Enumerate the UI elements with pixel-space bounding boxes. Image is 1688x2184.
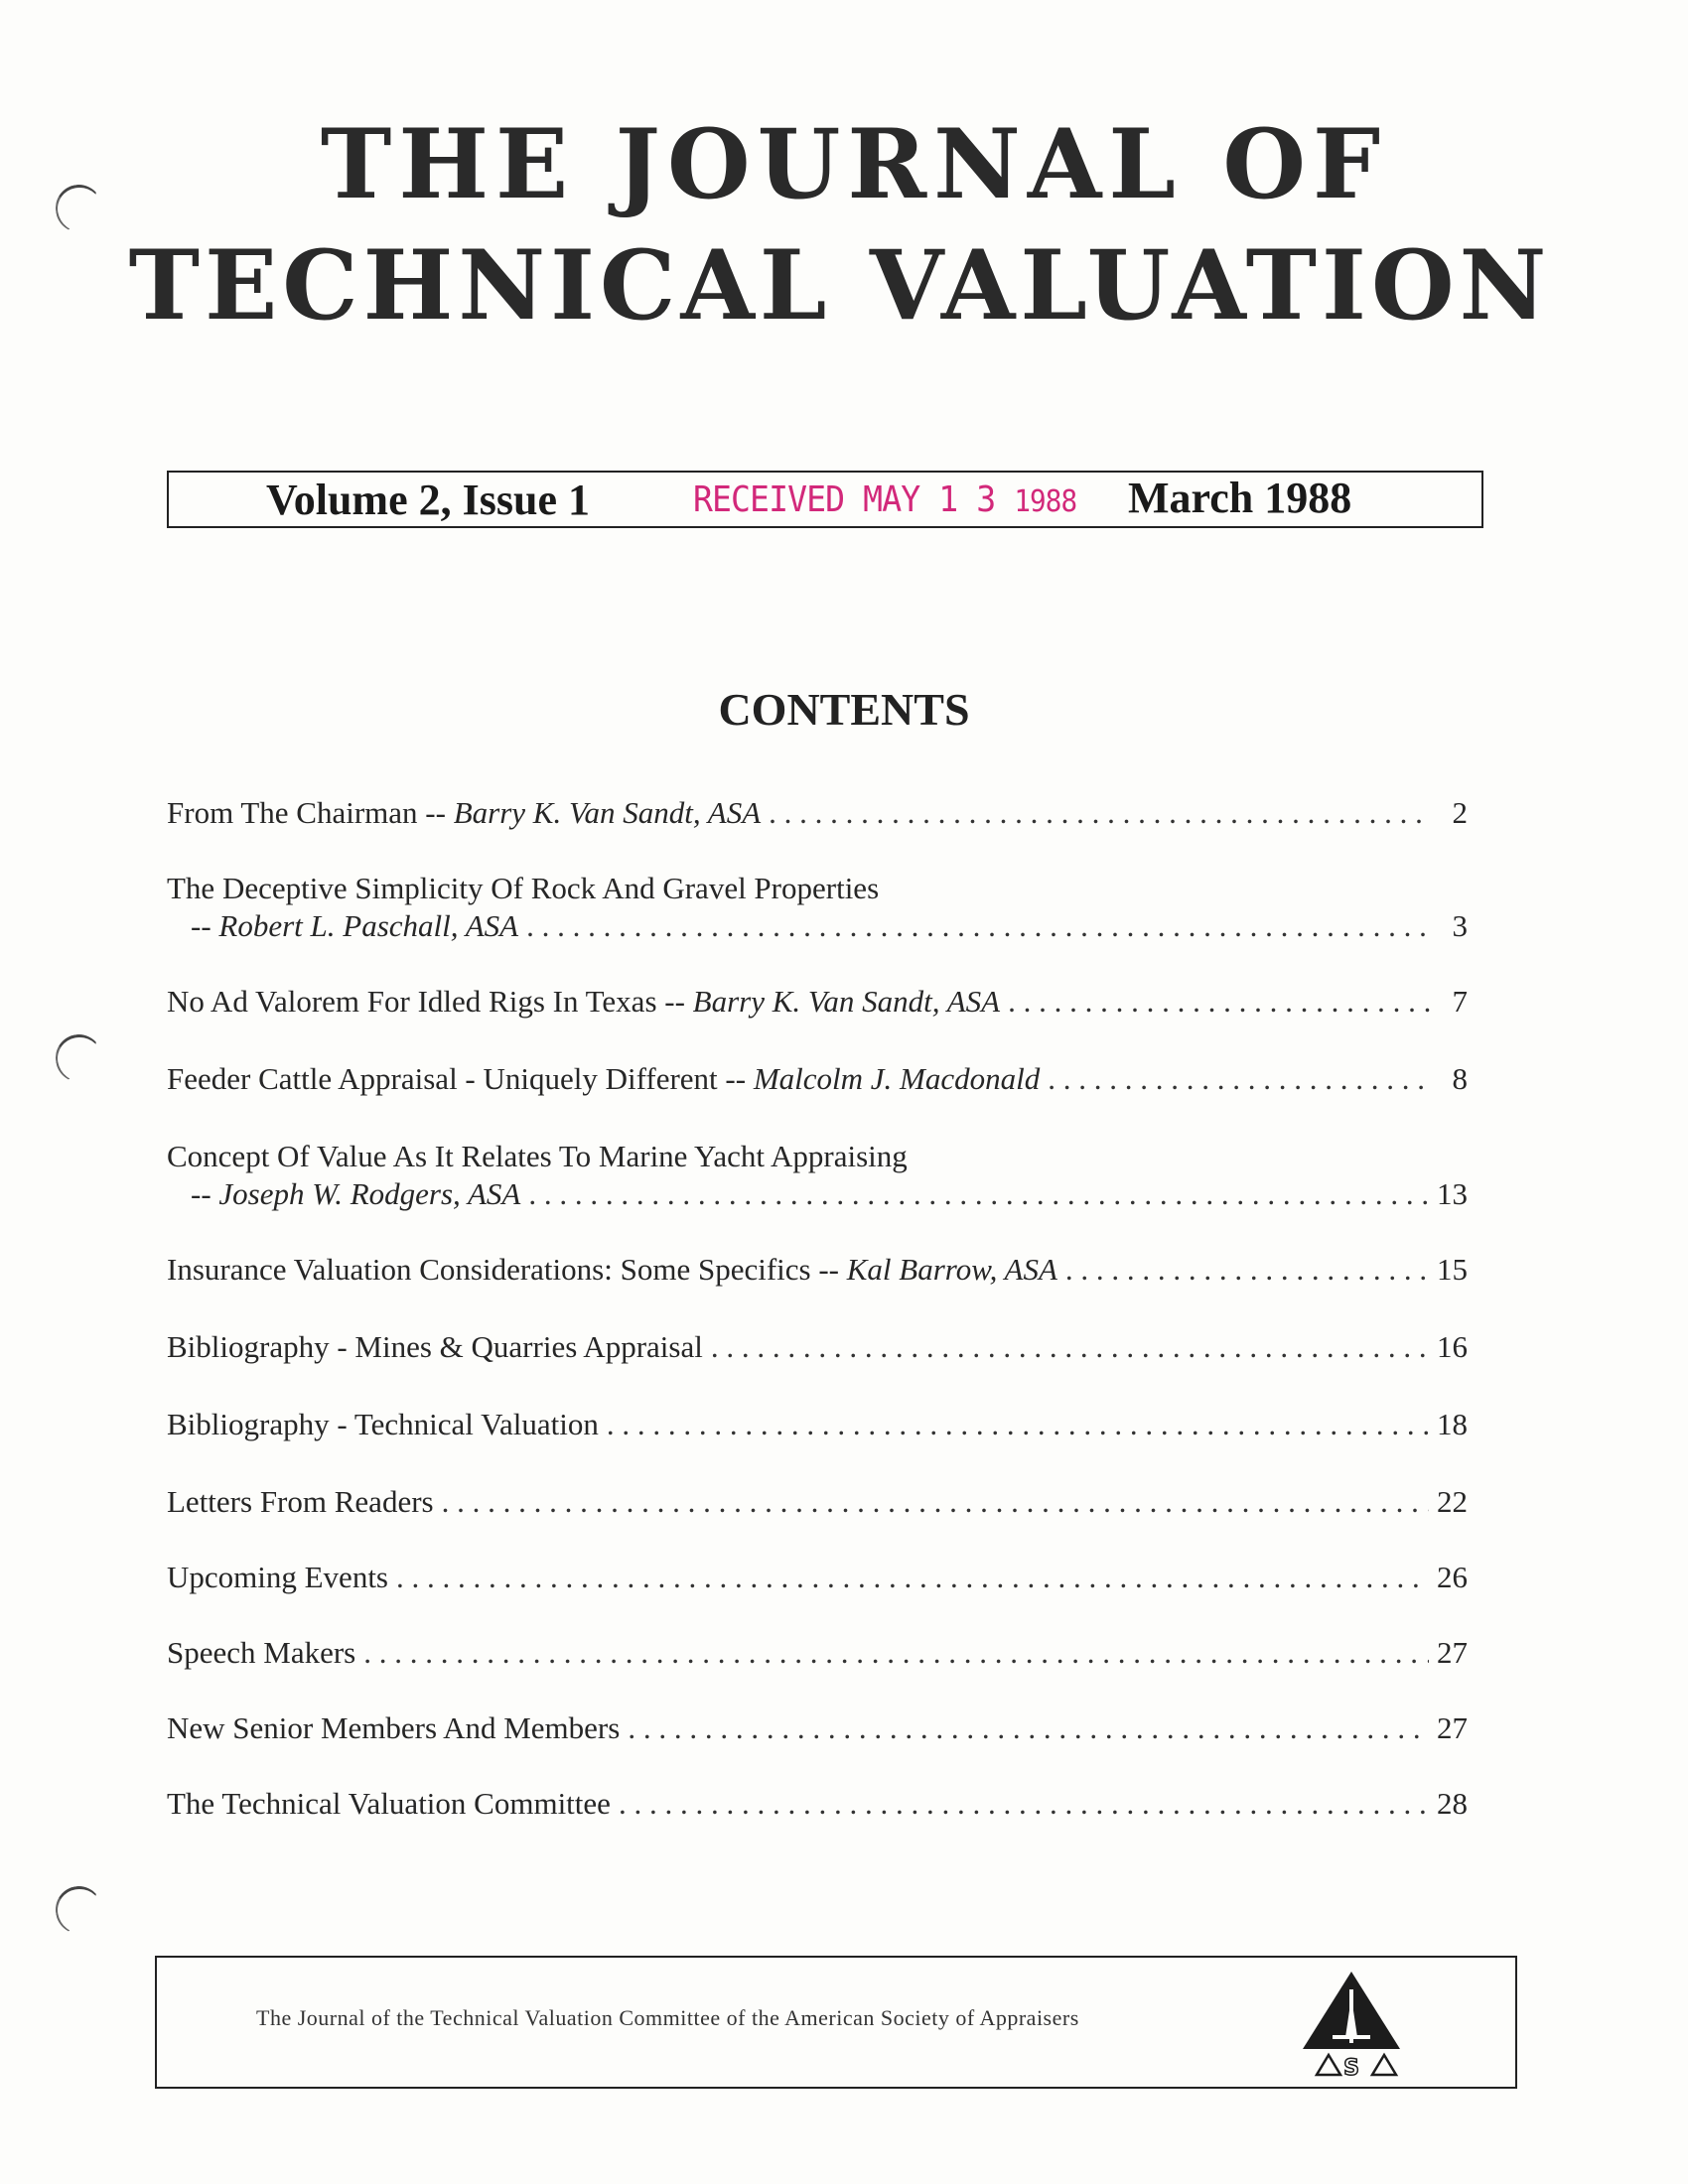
issue-date: March 1988 (1128, 474, 1352, 522)
toc-entry[interactable] (167, 870, 1468, 945)
toc-entry-title: No Ad Valorem For Idled Rigs In Texas -- (167, 984, 693, 1019)
leader-dots (526, 907, 1430, 945)
toc-entry-page: 2 (1452, 795, 1468, 830)
toc-entry-title: Insurance Valuation Considerations: Some Specifics -- (167, 1252, 847, 1287)
toc-entry[interactable] (167, 1138, 1468, 1213)
received-stamp (693, 479, 1077, 520)
leader-dots (619, 1785, 1429, 1823)
toc-entry-title: Bibliography - Technical Valuation (167, 1407, 599, 1441)
received-stamp-year: 1988 (1014, 484, 1077, 519)
received-stamp-text: RECEIVED MAY 1 3 (693, 479, 996, 520)
toc-entry-title: Upcoming Events (167, 1560, 388, 1594)
leader-dots (1048, 1060, 1430, 1098)
toc-entry-page: 7 (1452, 984, 1468, 1019)
toc-entry-page: 3 (1452, 908, 1468, 943)
toc-entry[interactable] (167, 1785, 1468, 1823)
toc-entry-page: 8 (1452, 1061, 1468, 1096)
toc-entry-title: Speech Makers (167, 1635, 356, 1670)
toc-entry-author: Malcolm J. Macdonald (753, 1061, 1041, 1096)
toc-entry-title: Feeder Cattle Appraisal - Uniquely Different -- (167, 1061, 754, 1096)
toc-entry-page: 22 (1437, 1484, 1468, 1519)
volume-issue: Volume 2, Issue 1 (266, 476, 590, 524)
footer-box (155, 1956, 1517, 2089)
toc-entry-page: 18 (1437, 1407, 1468, 1441)
toc-entry-author-prefix: -- (191, 908, 219, 943)
leader-dots (396, 1559, 1429, 1596)
toc-entry-author: Barry K. Van Sandt, ASA (692, 984, 1001, 1019)
leader-dots (711, 1328, 1429, 1366)
toc-entry-title: The Technical Valuation Committee (167, 1786, 611, 1821)
toc-entry[interactable] (167, 1634, 1468, 1672)
toc-entry-title: Letters From Readers (167, 1484, 434, 1519)
leader-dots (628, 1709, 1429, 1747)
asa-logo-text: S (1343, 2056, 1359, 2079)
toc-entry-page: 27 (1437, 1635, 1468, 1670)
toc-entry-author: Robert L. Paschall, ASA (218, 908, 519, 943)
toc-entry-author: Kal Barrow, ASA (846, 1252, 1057, 1287)
leader-dots (442, 1483, 1429, 1521)
toc-entry-title: The Deceptive Simplicity Of Rock And Gravel Properties (167, 871, 880, 905)
toc-entry[interactable] (167, 1060, 1468, 1098)
issue-banner (167, 471, 1483, 528)
leader-dots (1008, 983, 1430, 1021)
toc-entry[interactable] (167, 1406, 1468, 1443)
asa-logo-icon (1297, 1968, 1406, 2079)
toc-entry-page: 16 (1437, 1329, 1468, 1364)
punch-hole-mark (52, 1030, 106, 1085)
journal-title-line-2: TECHNICAL VALUATION (128, 229, 1552, 341)
toc-entry-title: Concept Of Value As It Relates To Marine Yacht Appraising (167, 1139, 908, 1173)
toc-entry-page: 27 (1437, 1710, 1468, 1745)
toc-entry-title: From The Chairman -- (167, 795, 454, 830)
punch-hole-mark (52, 1882, 106, 1937)
contents-heading: CONTENTS (718, 684, 970, 735)
leader-dots (769, 794, 1430, 832)
toc-entry-page: 28 (1437, 1786, 1468, 1821)
toc-entry-title: Bibliography - Mines & Quarries Appraisal (167, 1329, 703, 1364)
toc-entry[interactable] (167, 1709, 1468, 1747)
toc-entry-author-prefix: -- (191, 1176, 219, 1211)
toc-entry-page: 13 (1437, 1176, 1468, 1211)
toc-entry[interactable] (167, 1251, 1468, 1289)
leader-dots (528, 1175, 1429, 1213)
toc-entry[interactable] (167, 1559, 1468, 1596)
journal-title-line-1: THE JOURNAL OF (320, 108, 1388, 220)
leader-dots (1065, 1251, 1429, 1289)
toc-entry-page: 26 (1437, 1560, 1468, 1594)
footer-text: The Journal of the Technical Valuation Committee of the American Society of Appraisers (256, 2005, 1079, 2030)
leader-dots (363, 1634, 1429, 1672)
toc-entry-title: New Senior Members And Members (167, 1710, 621, 1745)
toc-entry-author: Joseph W. Rodgers, ASA (218, 1176, 521, 1211)
toc-entry[interactable] (167, 983, 1468, 1021)
toc-entry-page: 15 (1437, 1252, 1468, 1287)
toc-entry[interactable] (167, 1483, 1468, 1521)
toc-entry[interactable] (167, 794, 1468, 832)
leader-dots (607, 1406, 1429, 1443)
toc-entry-author: Barry K. Van Sandt, ASA (453, 795, 762, 830)
toc-entry[interactable] (167, 1328, 1468, 1366)
